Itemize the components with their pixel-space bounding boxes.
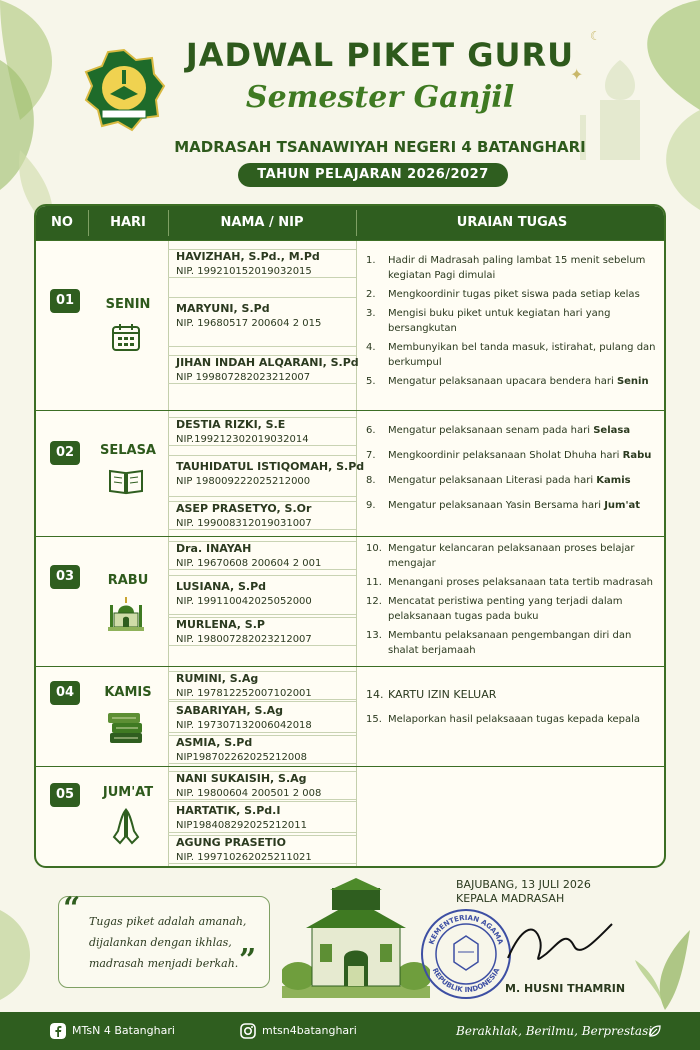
task-day-emphasis: Senin [616,376,649,387]
instagram-link[interactable]: mtsn4batanghari [262,1024,357,1037]
task-number: 14. [366,688,384,701]
teacher-name: ASEP PRASETYO, S.Or [176,502,312,515]
leaf-icon [648,1024,662,1038]
task-day-emphasis: Rabu [622,450,652,461]
column-header-hari: HARI [110,215,146,230]
task-list [366,687,656,727]
teacher-name: NANI SUKAISIH, S.Ag [176,772,307,785]
teacher-name: Dra. INAYAH [176,542,252,555]
column-header-nama-nip: NAMA / NIP [220,215,304,230]
task-number: 1. [366,255,376,266]
calendar-icon [110,321,142,353]
page-title: JADWAL PIKET GURU [185,36,575,74]
madrasah-building-illustration [282,878,430,998]
column-header-uraian-tugas: URAIAN TUGAS [456,215,568,230]
teacher-nip: NIP. 199110042025052000 [176,596,312,607]
task-number: 13. [366,630,382,641]
facebook-icon[interactable] [50,1023,66,1039]
day-label: SENIN [105,297,151,312]
teacher-nip: NIP198702262025212008 [176,752,307,763]
academic-year-badge: TAHUN PELAJARAN 2026/2027 [238,163,508,187]
task-number: 10. [366,543,382,554]
teacher-entry [168,575,356,615]
task-text: Mengatur kelancaran pelaksanaan proses belajar mengajar [388,543,635,569]
task-item [366,712,656,727]
task-text: Melaporkan hasil pelaksaaan tugas kepada kepala [388,714,641,725]
task-text: Membantu pelaksanaan pengembangan diri dan shalat berjamaah [388,630,632,656]
task-text: Mengatur pelaksanaan upacara bendera hari [388,376,617,387]
teacher-name: ASMIA, S.Pd [176,736,253,749]
task-number: 4. [366,342,376,353]
task-text: Membunyikan bel tanda masuk, istirahat, pulang dan berkumpul [388,342,656,368]
task-item [366,374,656,389]
teacher-name: DESTIA RIZKI, S.E [176,418,286,431]
teacher-nip: NIP. 19670608 200604 2 001 [176,558,322,569]
task-number: 3. [366,308,376,319]
teacher-entry [168,249,356,278]
day-label: KAMIS [104,685,152,700]
decorative-leaves-bottom-right [630,920,700,1010]
teacher-name: LUSIANA, S.Pd [176,580,267,593]
teacher-entry [168,671,356,700]
task-day-emphasis: Selasa [593,425,631,436]
teacher-entry [168,835,356,864]
task-number: 2. [366,289,376,300]
task-text: KARTU IZIN KELUAR [388,688,497,701]
task-text: Mencatat peristiwa penting yang terjadi dalam pelaksanaan tugas pada buku [388,596,623,622]
close-quote-icon: ” [239,943,257,978]
task-list [366,253,656,389]
teacher-nip: NIP. 19680517 200604 2 015 [176,318,322,329]
quote-line: madrasah menjadi berkah. [89,957,239,970]
task-item [366,473,656,488]
praying-hands-icon [110,807,142,847]
column-header-no: NO [51,215,73,230]
row-number-badge: 04 [50,681,80,705]
teacher-entry [168,297,356,347]
school-name: MADRASAH TSANAWIYAH NEGERI 4 BATANGHARI [174,138,586,156]
open-book-icon [108,465,144,495]
task-item [366,687,656,702]
row-number-badge: 01 [50,289,80,313]
quote-box [58,891,270,988]
day-label: JUM'AT [102,785,154,800]
task-item [366,306,656,336]
handwritten-signature [500,910,620,980]
task-text: Mengatur pelaksanaan senam pada hari [388,425,594,436]
table-row [36,410,664,536]
teacher-nip: NIP. 198007282023212007 [176,634,312,645]
teacher-nip: NIP 198009222025212000 [176,476,311,487]
task-number: 15. [366,714,382,725]
table-row [36,536,664,666]
teacher-name: MURLENA, S.P [176,618,265,631]
header [0,0,700,200]
teacher-nip: NIP. 199210152019032015 [176,266,312,277]
teacher-nip: NIP. 197812252007102001 [176,688,312,699]
row-number-badge: 05 [50,783,80,807]
task-text: Mengatur pelaksanaan Yasin Bersama hari [388,500,605,511]
task-number: 7. [366,450,376,461]
teacher-entry [168,735,356,764]
teacher-entry [168,701,356,733]
task-list [366,423,656,513]
task-list [366,541,656,658]
teacher-nip: NIP. 199008312019031007 [176,518,312,529]
quote-line: Tugas piket adalah amanah, [89,915,247,928]
task-text: Mengatur pelaksanaan Literasi pada hari [388,475,597,486]
signature-place-date: BAJUBANG, 13 JULI 2026 [456,878,591,891]
task-item [366,423,656,438]
task-item [366,594,656,624]
teacher-entry [168,501,356,530]
teacher-name: SABARIYAH, S.Ag [176,704,284,717]
mosque-icon [108,593,144,633]
task-text: Mengkoordinir tugas piket siswa pada setiap kelas [388,289,640,300]
task-item [366,498,656,513]
teacher-entry [168,617,356,646]
task-text: Menangani proses pelaksanaan tata tertib madrasah [388,577,653,588]
teacher-entry [168,455,365,497]
svg-text:☾: ☾ [590,29,601,43]
signature-position: KEPALA MADRASAH [456,892,565,905]
task-number: 11. [366,577,382,588]
day-label: SELASA [99,443,156,458]
teacher-entry [168,771,356,800]
task-item [366,628,656,658]
open-quote-icon: “ [63,891,81,926]
task-number: 5. [366,376,376,387]
teacher-name: RUMINI, S.Ag [176,672,259,685]
teacher-entry [168,541,356,570]
table-header [36,206,664,240]
stamp-top-text: KEMENTERIAN AGAMA [427,913,505,946]
table-row [36,240,664,410]
table-row [36,666,664,766]
task-item [366,253,656,283]
task-text: Mengisi buku piket untuk kegiatan hari yang bersangkutan [388,308,611,334]
task-item [366,340,656,370]
task-item [366,575,656,590]
task-day-emphasis: Kamis [596,475,631,486]
teacher-entry [168,417,356,446]
task-day-emphasis: Jum'at [604,500,641,511]
teacher-name: AGUNG PRASETIO [176,836,286,849]
teacher-name: HARTATIK, S.Pd.I [176,804,281,817]
task-number: 12. [366,596,382,607]
task-item [366,287,656,302]
teacher-nip: NIP 199807282023212007 [176,372,311,383]
task-number: 6. [366,425,376,436]
signature-name: M. HUSNI THAMRIN [505,982,626,995]
instagram-icon[interactable] [240,1023,256,1039]
day-label: RABU [107,573,149,588]
task-number: 8. [366,475,376,486]
teacher-nip: NIP198408292025212011 [176,820,307,831]
motto-text: Berakhlak, Berilmu, Berprestasi [456,1024,653,1038]
row-number-badge: 03 [50,565,80,589]
task-text: Mengkoordinir pelaksanaan Sholat Dhuha hari [388,450,623,461]
teacher-nip: NIP. 19800604 200501 2 008 [176,788,322,799]
schedule-table [34,204,666,868]
facebook-link[interactable]: MTsN 4 Batanghari [72,1024,175,1037]
teacher-name: HAVIZHAH, S.Pd., M.Pd [176,250,320,263]
table-row [36,766,664,868]
svg-text:✦: ✦ [570,65,584,84]
row-number-badge: 02 [50,441,80,465]
stamp-bottom-text: REPUBLIK INDONESIA [430,966,502,995]
footer-bar [0,1012,700,1050]
teacher-name: JIHAN INDAH ALQARANI, S.Pd [176,356,359,369]
task-number: 9. [366,500,376,511]
teacher-entry [168,801,356,833]
teacher-name: TAUHIDATUL ISTIQOMAH, S.Pd [176,460,365,473]
teacher-name: MARYUNI, S.Pd [176,302,270,315]
task-item [366,448,656,463]
task-text: Hadir di Madrasah paling lambat 15 menit sebelum kegiatan Pagi dimulai [388,255,646,281]
teacher-entry [168,355,359,384]
teacher-nip: NIP. 197307132006042018 [176,720,312,731]
teacher-nip: NIP. 199710262025211021 [176,852,312,863]
teacher-nip: NIP.199212302019032014 [176,434,309,445]
decorative-leaves-bottom-left [0,900,60,1010]
books-stack-icon [106,711,146,745]
page-subtitle: Semester Ganjil [245,80,515,115]
task-item [366,541,656,571]
quote-line: dijalankan dengan ikhlas, [89,936,232,949]
